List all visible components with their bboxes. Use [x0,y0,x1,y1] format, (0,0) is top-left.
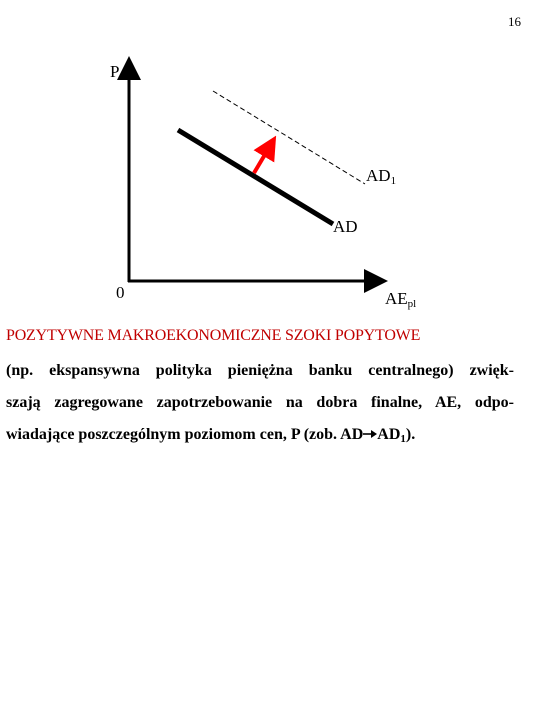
ad-curve-label: AD [333,217,358,236]
ad-shift-diagram [0,0,540,320]
right-arrow-icon [363,429,377,439]
section-heading: POZYTYWNE MAKROEKONOMICZNE SZOKI POPYTOWE [6,327,421,344]
ad1-label-main: AD [366,166,391,185]
ad-curve [178,130,333,224]
paragraph-line-2: szają zagregowane zapotrzebowanie na dobra finalne, AE, odpo- [6,394,514,411]
page-number: 16 [508,14,521,29]
ad1-curve-label [366,166,396,186]
ad1-label-sub: 1 [390,175,397,187]
x-axis-label-main: AE [385,289,408,308]
paragraph-line-3-ad1: AD [377,426,401,443]
paragraph-line-3 [6,419,514,451]
description-paragraph [6,355,514,451]
ad1-curve [213,91,365,184]
paragraph-line-1: (np. ekspansywna polityka pieniężna banku centralnego) zwięk- [6,362,514,379]
y-axis-label: P [110,62,120,81]
paragraph-line-3-start: wiadające poszczególnym poziomom cen, P (zob. AD [6,426,364,443]
origin-label: 0 [116,283,125,302]
x-axis-label-sub: pl [407,298,417,310]
paragraph-line-3-ad1-sub: 1 [400,433,406,445]
paragraph-line-3-end: ). [405,426,416,443]
x-axis-label [385,289,416,309]
shift-arrow [254,146,270,173]
